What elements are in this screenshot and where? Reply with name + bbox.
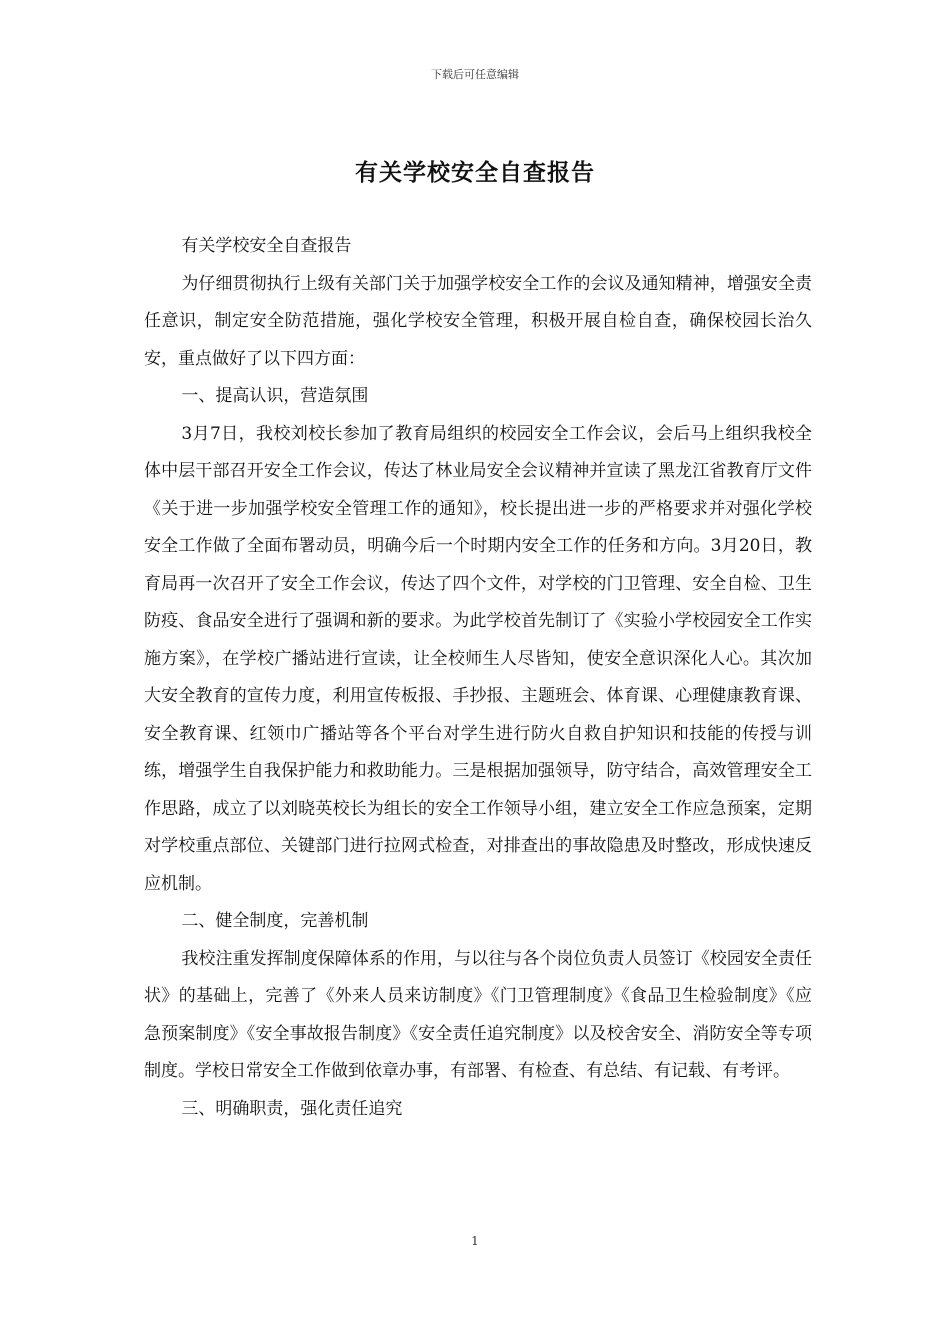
paragraph-intro: 为仔细贯彻执行上级有关部门关于加强学校安全工作的会议及通知精神，增强安全责任意识，制定安全防范措施，强化学校安全管理，积极开展自检自查，确保校园长治久安，重点做好了以下四方面：	[144, 273, 812, 369]
page-number: 1	[471, 1234, 479, 1248]
section-heading-2: 二、健全制度，完善机制	[181, 911, 369, 931]
header-note: 下载后可任意编辑	[431, 68, 519, 81]
paragraph-section-1: 3月7日，我校刘校长参加了教育局组织的校园安全工作会议，会后马上组织我校全体中层干部召开安全工作会议，传达了林业局安全会议精神并宣读了黑龙江省教育厅文件《关于进一步加强学校安全管理工作的通知》，校长提出进一步的严格要求并对强化学校安全工作做了全面布署动员，明确今后一个时期内安全工作的任务和方向。3月20日，教育局再一次召开了安全工作会议，传达了四个文件，对学校的门卫管理、安全自检、卫生防疫、食品安全进行了强调和新的要求。为此学校首先制订了《实验小学校园安全工作实施方案》，在学校广播站进行宣读，让全校师生人尽皆知，使安全意识深化人心。其次加大安全教育的宣传力度，利用宣传板报、手抄报、主题班会、体育课、心理健康教育课、安全教育课、红领巾广播站等各个平台对学生进行防火自救自护知识和技能的传授与训练，增强学生自我保护能力和救助能力。三是根据加强领导，防守结合，高效管理安全工作思路，成立了以刘晓英校长为组长的安全工作领导小组，建立安全工作应急预案，定期对学校重点部位、关键部门进行拉网式检查，对排查出的事故隐患及时整改，形成快速反应机制。	[144, 423, 812, 894]
paragraph-section-2: 我校注重发挥制度保障体系的作用，与以往与各个岗位负责人员签订《校园安全责任状》的基础上，完善了《外来人员来访制度》《门卫管理制度》《食品卫生检验制度》《应急预案制度》《安全事故报告制度》《安全责任追究制度》以及校舍安全、消防安全等专项制度。学校日常安全工作做到依章办事，有部署、有检查、有总结、有记载、有考评。	[144, 948, 812, 1081]
document-body	[144, 228, 812, 1128]
paragraph-subtitle: 有关学校安全自查报告	[181, 236, 352, 256]
section-heading-3: 三、明确职责，强化责任追究	[181, 1098, 403, 1119]
document-title: 有关学校安全自查报告	[355, 159, 595, 186]
section-heading-1: 一、提高认识，营造氛围	[181, 386, 369, 406]
